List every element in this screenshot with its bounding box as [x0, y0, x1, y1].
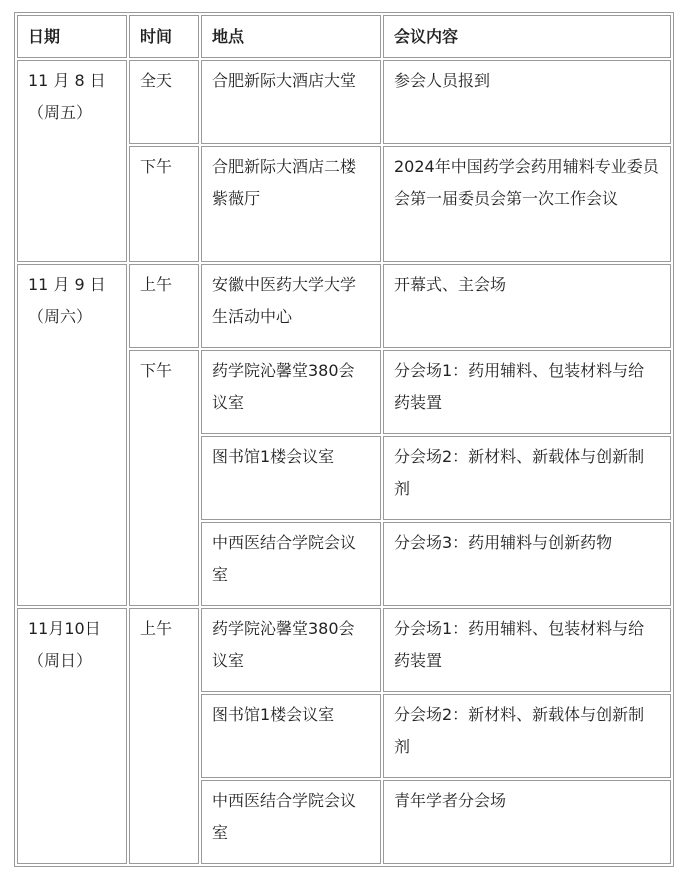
content-cell: 分会场1：药用辅料、包装材料与给药装置: [383, 608, 671, 692]
schedule-table: [14, 12, 674, 867]
date-cell: [17, 60, 127, 262]
content-cell: 分会场3：药用辅料与创新药物: [383, 522, 671, 606]
content-cell: 分会场2：新材料、新载体与创新制剂: [383, 436, 671, 520]
date-label: 11 月 8 日: [28, 71, 106, 90]
schedule-container: [14, 12, 674, 867]
place-cell: 合肥新际大酒店大堂: [201, 60, 381, 144]
date-label: 11 月 9 日: [28, 275, 106, 294]
time-cell: 上午: [129, 608, 199, 864]
time-cell: 下午: [129, 146, 199, 262]
time-cell: 全天: [129, 60, 199, 144]
time-cell: 下午: [129, 350, 199, 606]
place-cell: 图书馆1楼会议室: [201, 436, 381, 520]
header-row: [17, 15, 671, 58]
table-row: [17, 264, 671, 348]
table-row: [17, 60, 671, 144]
header-place: 地点: [201, 15, 381, 58]
content-cell: 开幕式、主会场: [383, 264, 671, 348]
place-cell: 合肥新际大酒店二楼紫薇厅: [201, 146, 381, 262]
place-cell: 安徽中医药大学大学生活动中心: [201, 264, 381, 348]
weekday-label: （周五）: [28, 103, 93, 122]
content-cell: 参会人员报到: [383, 60, 671, 144]
table-row: [17, 608, 671, 692]
place-cell: 图书馆1楼会议室: [201, 694, 381, 778]
content-cell: 分会场1：药用辅料、包装材料与给药装置: [383, 350, 671, 434]
place-cell: 药学院沁馨堂380会议室: [201, 608, 381, 692]
place-cell: 中西医结合学院会议室: [201, 780, 381, 864]
date-cell: [17, 608, 127, 864]
place-cell: 中西医结合学院会议室: [201, 522, 381, 606]
content-cell: 2024年中国药学会药用辅料专业委员会第一届委员会第一次工作会议: [383, 146, 671, 262]
content-cell: 分会场2：新材料、新载体与创新制剂: [383, 694, 671, 778]
weekday-label: （周六）: [28, 307, 93, 326]
header-content: 会议内容: [383, 15, 671, 58]
content-cell: 青年学者分会场: [383, 780, 671, 864]
place-cell: 药学院沁馨堂380会议室: [201, 350, 381, 434]
weekday-label: （周日）: [28, 651, 93, 670]
header-date: 日期: [17, 15, 127, 58]
date-cell: [17, 264, 127, 606]
time-cell: 上午: [129, 264, 199, 348]
header-time: 时间: [129, 15, 199, 58]
date-label: 11月10日: [28, 619, 101, 638]
